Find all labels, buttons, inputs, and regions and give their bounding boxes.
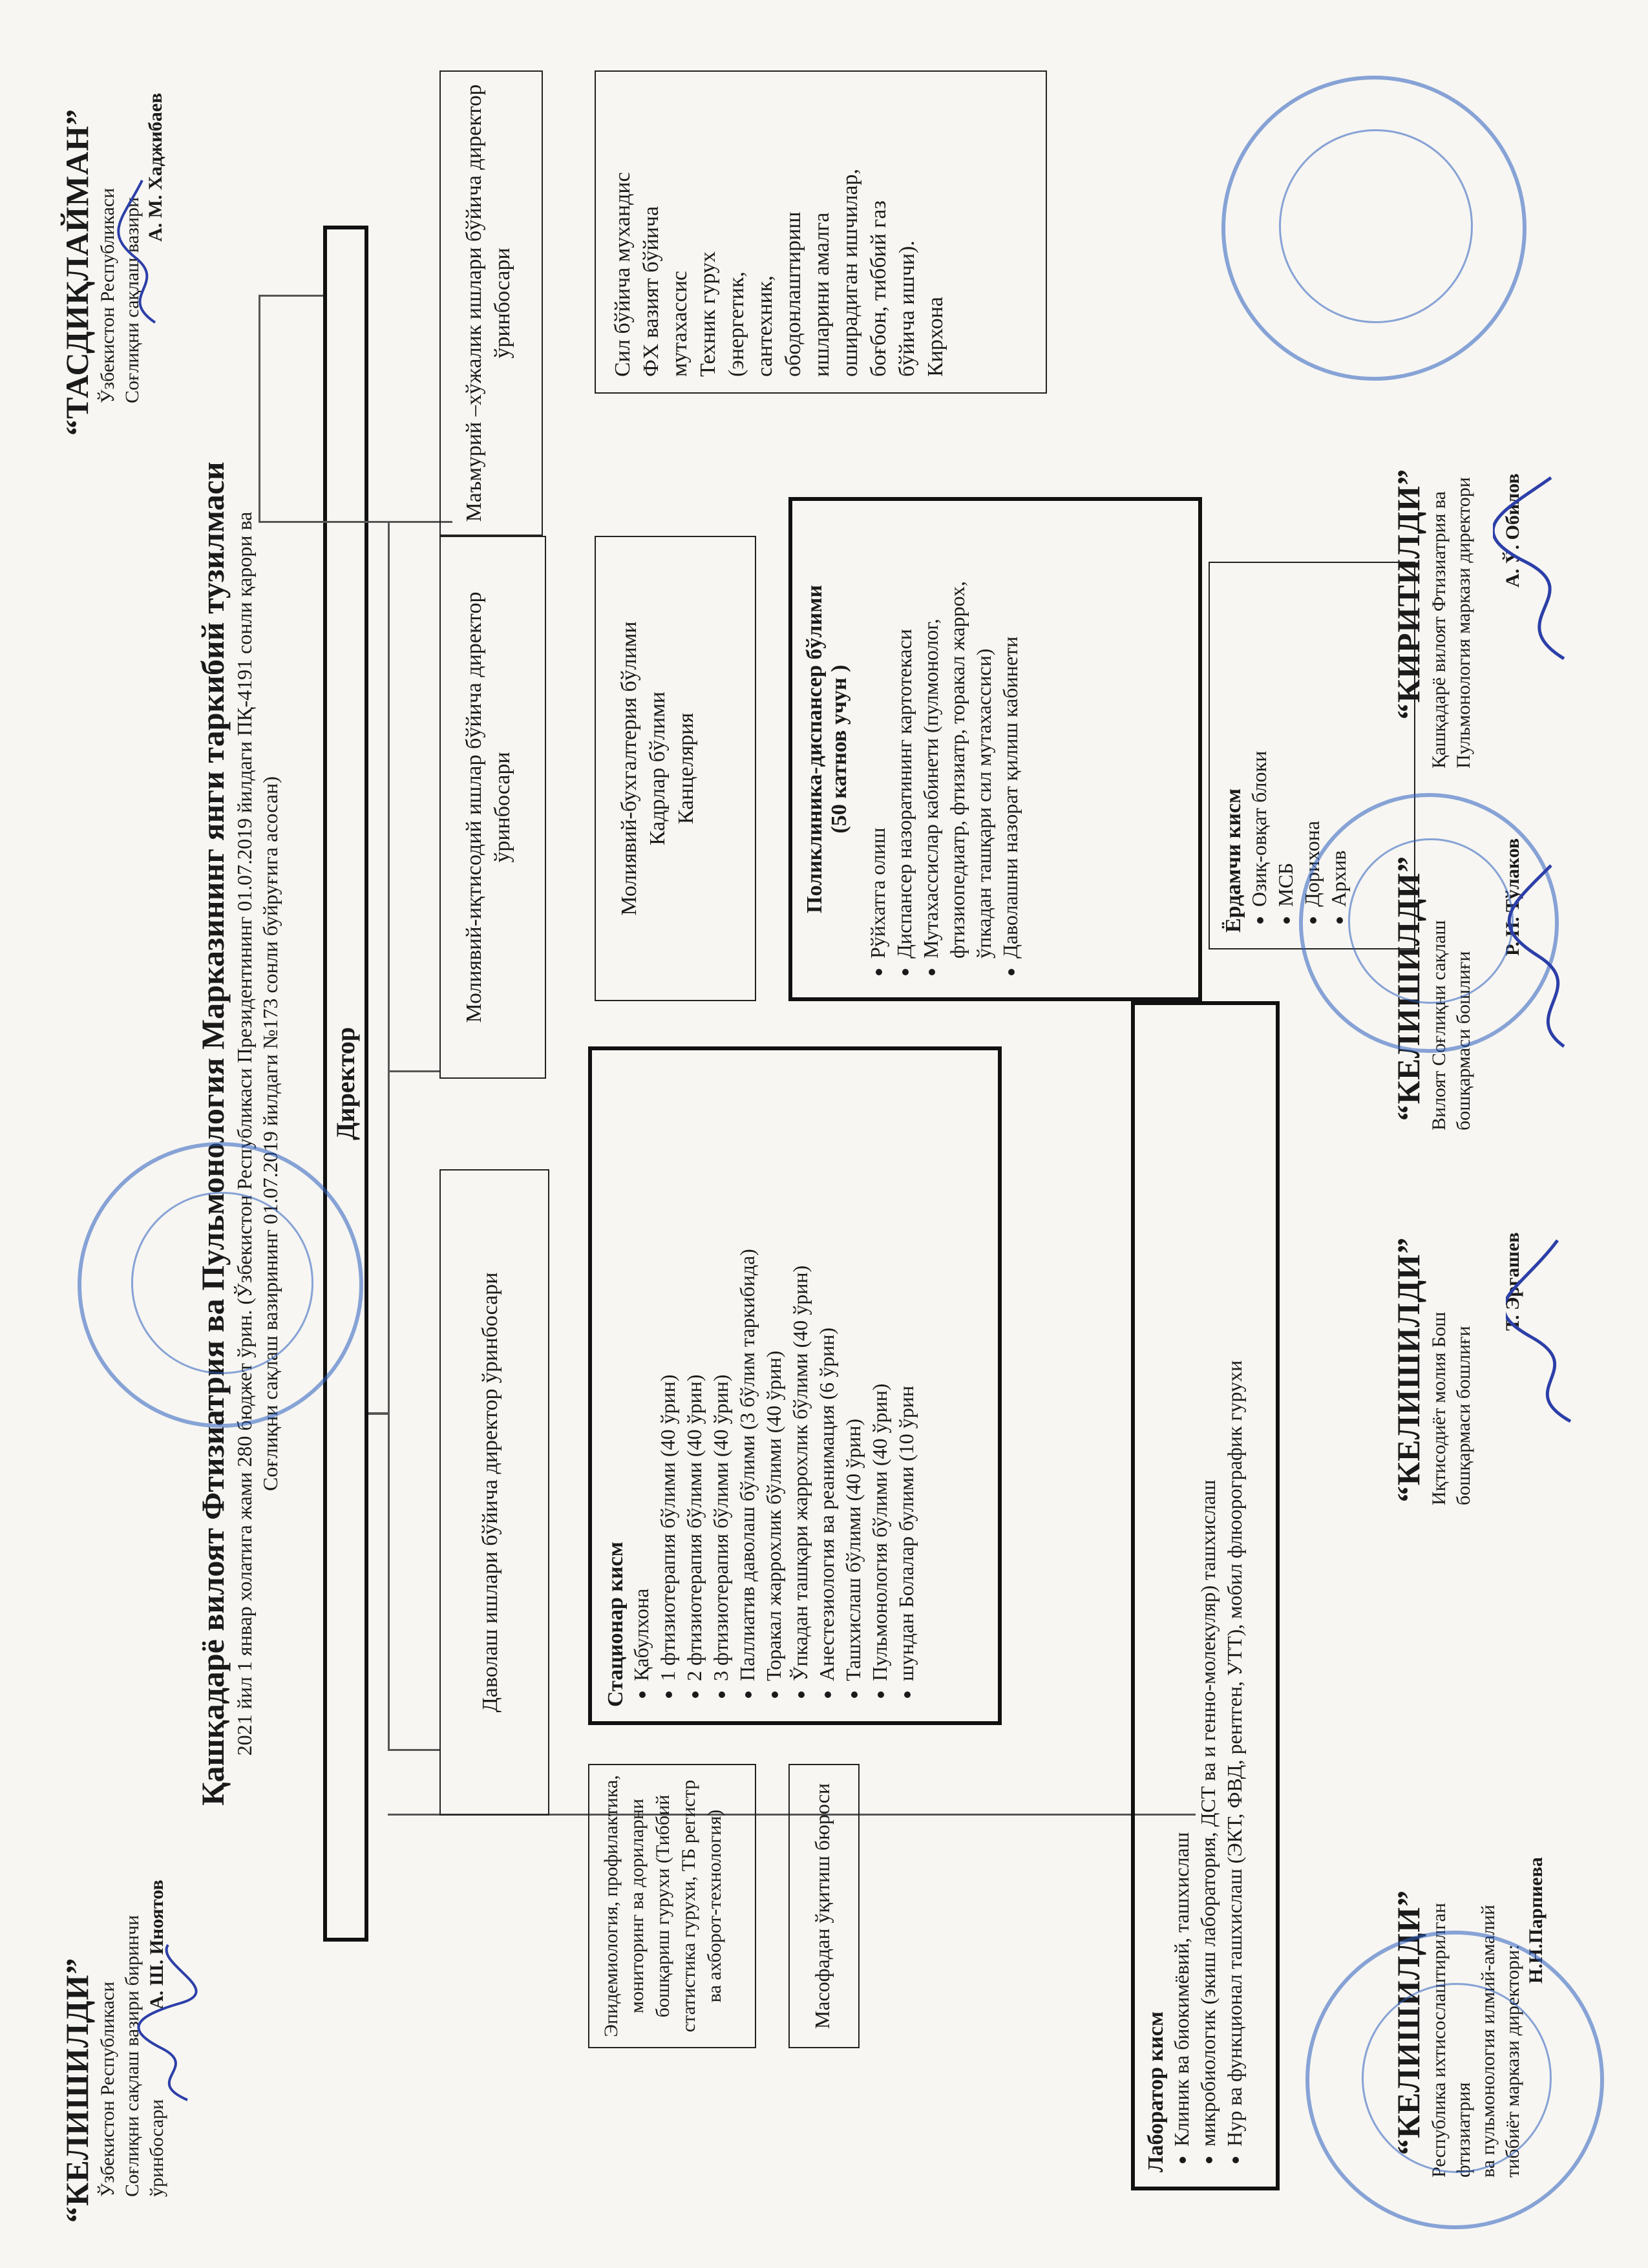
approval-signer: А. М. Хаджибаев [145, 92, 166, 242]
signature-icon [110, 174, 174, 329]
list-item: • Паллиатив даволаш бўлими (3 бўлим таркибида) [734, 1065, 761, 1681]
polyclinic-heading-2: (50 катнов учун ) [827, 664, 851, 834]
connector-line [259, 295, 260, 523]
list-item: • Дорихона [1299, 578, 1326, 907]
approval-signer: А. Ў. Обилов [1502, 473, 1523, 588]
admin-units-box [595, 70, 1047, 394]
official-stamp [1221, 76, 1527, 381]
admin-unit: Кирхона [924, 297, 947, 377]
connector-line [388, 1070, 439, 1072]
approval-bottom-2 [1389, 1195, 1524, 1544]
director-label: Директор [331, 1027, 360, 1140]
admin-unit: сантехник, [753, 275, 777, 377]
list-item: • Озиқ-овқат блоки [1246, 578, 1273, 907]
approval-line: ўринбосари [146, 2099, 167, 2197]
list-item: • Қабулхона [628, 1065, 655, 1681]
list-item: • Ташхислаш бўлими (40 ўрин) [840, 1065, 867, 1681]
admin-unit: Техник гурух [696, 251, 720, 377]
finance-unit: Кадрлар бўлими [646, 692, 670, 845]
list-item: • Даволашни назорат қилиш кабинети [997, 514, 1024, 959]
deputy-treatment-label: Даволаш ишлари бўйича директор ўринбосари [478, 1272, 502, 1713]
epidemiology-label: Эпидемиология, профилактика, мониторинг ва дориларни бошқариш гурухи (Тиббий статистика гурухи, ТБ регистр ва ахборот-технология) [600, 1775, 725, 2037]
admin-unit: ободонлаштириш [781, 211, 805, 377]
admin-unit: (энергетик, [724, 271, 748, 377]
approval-signer: А. Ш. Иноятов [146, 1880, 167, 2009]
list-item: • Архив [1326, 578, 1352, 907]
list-item: • Торакал жаррохлик бўлими (40 ўрин) [761, 1065, 787, 1681]
list-item: • Диспансер назоратининг картотекаси [891, 514, 918, 959]
list-item: • 1 фтизиотерапия бўлими (40 ўрин) [655, 1065, 681, 1681]
list-item: • МСБ [1273, 578, 1299, 907]
list-item: • Нур ва функционал ташхислаш (ЭКТ, ФВД, рентген, УТТ), мобил флюорографик гурухи [1221, 1019, 1248, 2146]
auxiliary-heading: Ёрдамчи кисм [1221, 788, 1245, 933]
admin-unit: Сил бўйича мухандис [611, 172, 635, 377]
connector-line [388, 1749, 439, 1751]
approval-line: ва пульмонология илмий-амалий [1477, 1904, 1499, 2178]
approval-line: бошқармаси бошлиғи [1453, 951, 1474, 1130]
page-title: Қашқадарё вилоят Фтизиатрия ва Пульмонология Марказининг янги таркибий тузилмаси [195, 461, 231, 1806]
approval-signer: Р. Н. Тўлаков [1502, 838, 1523, 956]
deputy-admin-box [439, 70, 543, 536]
finance-units-box [595, 536, 756, 1001]
page-subtitle-2: Соғлиқни сақлаш вазирининг 01.07.2019 йилдаги №173 сонли буйруғига асосан) [259, 776, 282, 1491]
approval-head: “ТАСДИҚЛАЙМАН” [59, 108, 95, 436]
list-item: • Ўпкадан ташқари жаррохлик бўлими (40 ўрин) [787, 1065, 814, 1681]
finance-unit: Канцелярия [674, 712, 698, 825]
approval-line: Республика ихтисослаштирилган фтизиатрия [1428, 1903, 1474, 2178]
approval-line: Ўзбекистон Республикаси [97, 187, 118, 403]
laboratory-box [1131, 1001, 1280, 2190]
epidemiology-box [588, 1764, 756, 2048]
approval-line: тиббиёт маркази директори: [1502, 1944, 1523, 2178]
approval-signer: Н.Н.Парпиева [1525, 1857, 1547, 1984]
list-item: • Пульмонология бўлими (40 ўрин) [867, 1065, 893, 1681]
approval-head: “КЕЛИШИЛДИ” [1390, 1236, 1426, 1503]
stationary-heading: Стационар кисм [604, 1542, 628, 1707]
approval-line: Соғлиқни сақлаш вазири [121, 196, 143, 403]
approval-line: бошқармаси бошлиғи [1453, 1326, 1474, 1505]
deputy-admin-label: Маъмурий –хўжалик ишлари бўйича директор ўринбосари [462, 84, 514, 522]
connector-line [368, 1412, 388, 1415]
document-title-block [194, 206, 283, 2061]
approval-line: Қашқадарё вилоят Фтизиатрия ва [1428, 491, 1450, 768]
polyclinic-heading: Поликлиника-диспансер бўлими [803, 585, 827, 913]
polyclinic-box [788, 497, 1202, 1001]
admin-unit: ишларини амалга [810, 212, 834, 377]
list-item: • 2 фтизиотерапия бўлими (40 ўрин) [681, 1065, 708, 1681]
connector-line [259, 521, 452, 523]
deputy-finance-box [439, 536, 546, 1079]
connector-line [259, 295, 323, 297]
approval-signer: Т. Эргашев [1502, 1232, 1523, 1331]
official-stamp [78, 1142, 363, 1428]
admin-unit: боғбон, тиббий газ [867, 200, 891, 377]
distance-learning-label: Масофадан ўқитиш бюроси [810, 1783, 834, 2030]
signature-icon [1506, 1234, 1596, 1428]
deputy-treatment-box [439, 1169, 549, 1816]
approval-head: “КЕЛИШИЛДИ” [59, 1957, 95, 2223]
signature-icon [1493, 471, 1596, 665]
approval-line: Вилоят Соғлиқни сақлаш [1428, 920, 1450, 1130]
page-subtitle: 2021 йил 1 январ холатига жами 280 бюджет ўрин. (Ўзбекистон Республикаси Президентининг 01.07.2019 йилдаги ПҚ-4191 сонли қарори ва [233, 511, 256, 1756]
signature-icon [1506, 859, 1596, 1053]
admin-unit: бўйича ишчи). [895, 240, 919, 377]
deputy-finance-label: Молиявий-иқтисодий ишлар бўйича директор ўринбосари [462, 591, 514, 1023]
approval-head: “КИРИТИЛДИ” [1390, 468, 1426, 720]
approval-head: “КЕЛИШИЛДИ” [1390, 1889, 1426, 2156]
list-item: • Рўйхатга олиш [865, 514, 891, 959]
stationary-box [588, 1046, 1002, 1725]
approval-line: Пульмонология маркази директори [1453, 477, 1474, 768]
list-item: • шундан Болалар булими (10 ўрин [893, 1065, 920, 1681]
approval-line: Соғлиқни сақлаш вазири биринчи [121, 1914, 143, 2197]
distance-learning-box [788, 1764, 860, 2048]
list-item: • микробиологик (экиш лаборатория, ДСТ ва и генно-молекуляр) ташхислаш [1195, 1019, 1221, 2146]
list-item: • Клиник ва биокимёвий, ташхислаш [1168, 1019, 1195, 2146]
admin-unit: ФХ вазият бўйича [639, 206, 663, 377]
connector-line [388, 523, 390, 1751]
list-item: • Мутахассислар кабинети (пулмонолог, фтизиопедиатр, фтизиатр, торакал жаррох, ўпкадан ташқари сил мутахассиси) [918, 514, 997, 959]
admin-unit: мутахассис [668, 271, 692, 377]
director-box [323, 226, 368, 1942]
approval-line: Ўзбекистон Республикаси [97, 1981, 118, 2197]
approval-line: Иқтисодиёт молия Бош [1428, 1311, 1450, 1505]
list-item: • Анестезиология ва реанимация (6 ўрин) [814, 1065, 840, 1681]
official-stamp [1305, 1931, 1604, 2229]
signature-icon [129, 1938, 207, 2106]
admin-unit: оширадиган ишчилар, [838, 169, 862, 377]
finance-unit: Молиявий-бухгалтерия бўлими [617, 621, 641, 916]
laboratory-heading: Лаборатор кисм [1144, 2011, 1168, 2172]
approval-head: “КЕЛИШИЛДИ” [1390, 855, 1426, 1121]
list-item: • 3 фтизиотерапия бўлими (40 ўрин) [708, 1065, 734, 1681]
